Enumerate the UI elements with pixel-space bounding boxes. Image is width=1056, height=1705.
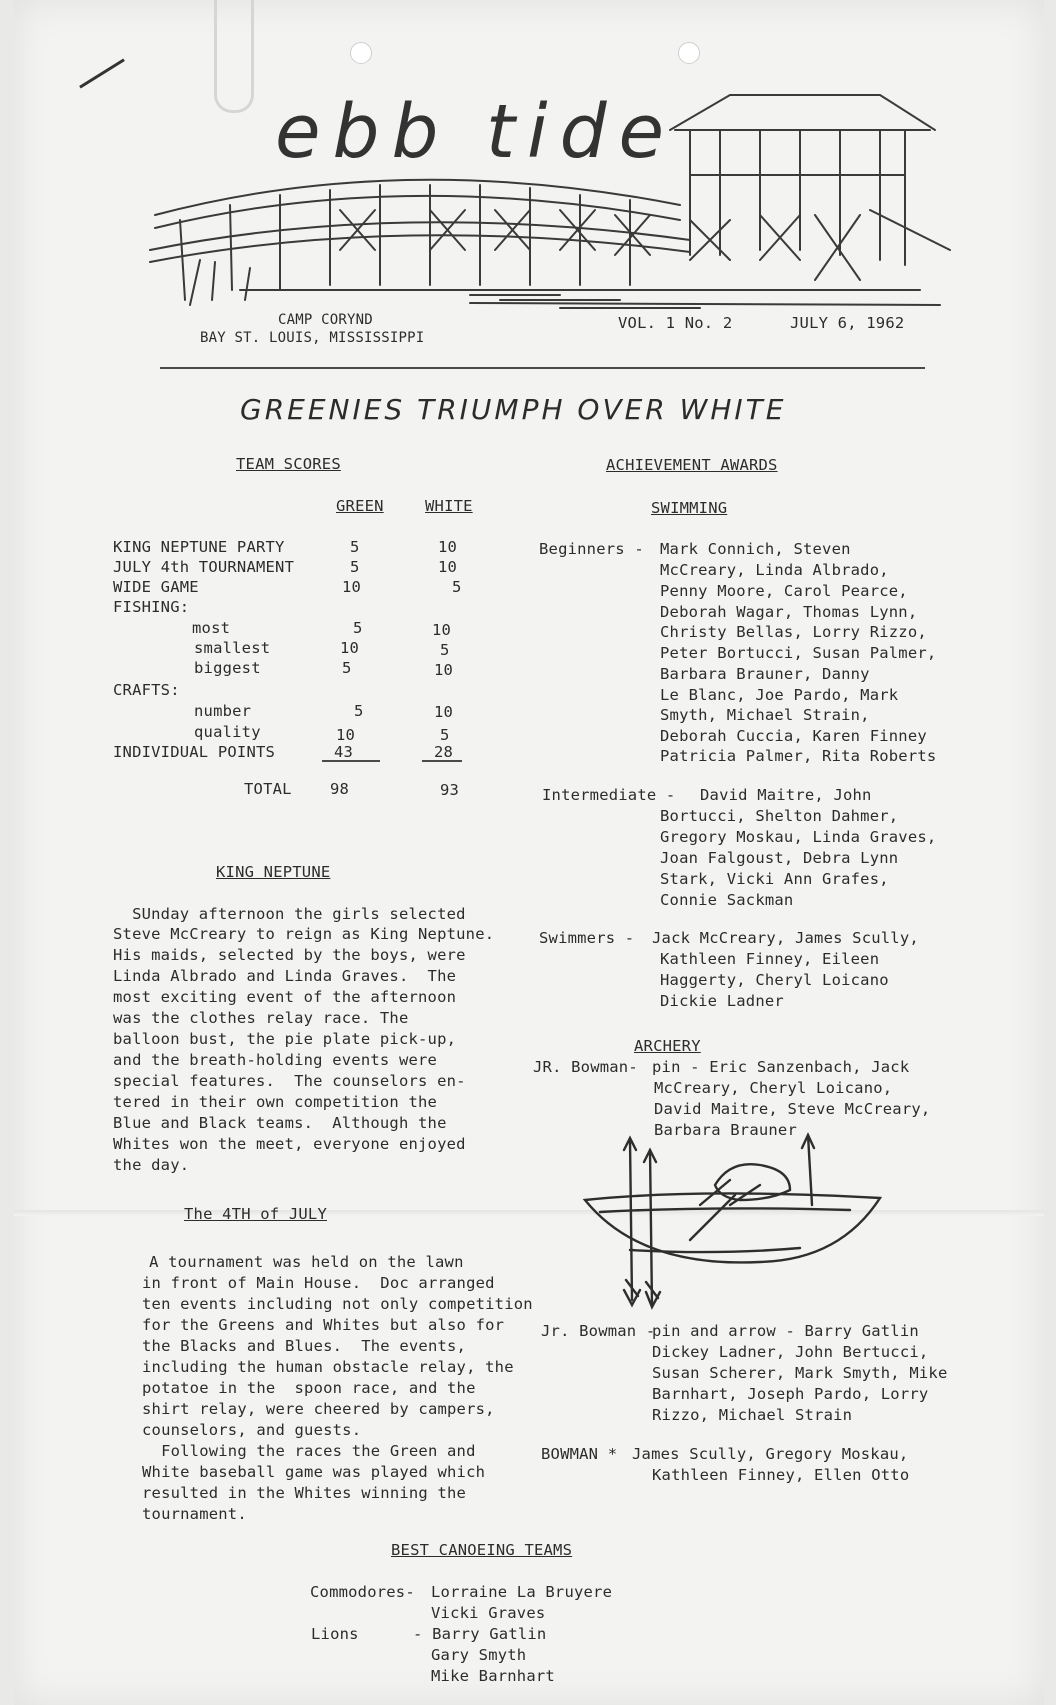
article-line: tournament. [142,1505,247,1523]
score-row-label: biggest [194,659,261,677]
article-line: most exciting event of the afternoon [113,988,457,1006]
king-neptune-heading: KING NEPTUNE [216,863,331,881]
award-line: Barbara Brauner [654,1121,797,1139]
award-line: Deborah Cuccia, Karen Finney [660,727,927,745]
article-line: shirt relay, were cheered by campers, [142,1400,495,1418]
article-line: A tournament was held on the lawn [130,1253,464,1271]
article-line: and the breath-holding events were [113,1051,438,1069]
score-white: 5 [452,578,462,596]
article-line: special features. The counselors en- [113,1072,466,1090]
article-line: for the Greens and Whites but also for [142,1316,505,1334]
camp-name: CAMP CORYND [278,312,373,328]
score-row-label: quality [194,723,261,741]
canoeing-heading: BEST CANOEING TEAMS [391,1541,573,1559]
jr-bowman-arrow-label: Jr. Bowman - [541,1322,656,1340]
achievement-awards-heading: ACHIEVEMENT AWARDS [606,456,778,474]
issue-volume: VOL. 1 No. 2 [618,314,733,332]
team-member: Vicki Graves [431,1604,546,1622]
article-line: Whites won the meet, everyone enjoyed [113,1135,466,1153]
score-white: 10 [432,621,452,639]
score-green: 10 [340,639,360,657]
issue-date: JULY 6, 1962 [790,314,905,332]
bowman-label: BOWMAN * [541,1445,618,1463]
article-line: resulted in the Whites winning the [142,1484,467,1502]
score-green: 5 [350,538,360,556]
swimmers-label: Swimmers - [539,929,635,947]
team-member: Mike Barnhart [431,1667,555,1685]
col-green-header: GREEN [336,497,384,515]
archery-heading: ARCHERY [634,1037,701,1055]
award-line: McCreary, Linda Albrado, [660,561,889,579]
award-line: Haggerty, Cheryl Loicano [660,971,889,989]
award-line: Joan Falgoust, Debra Lynn [660,849,899,867]
article-line: potatoe in the spoon race, and the [142,1379,476,1397]
total-green: 98 [330,780,350,798]
award-line: Gregory Moskau, Linda Graves, [660,828,937,846]
team-member: Lorraine La Bruyere [431,1583,613,1601]
score-green: 5 [353,619,363,637]
award-line: McCreary, Cheryl Loicano, [654,1079,893,1097]
award-line: pin - Eric Sanzenbach, Jack [652,1058,910,1076]
article-line: ten events including not only competition [142,1295,533,1313]
article-line: including the human obstacle relay, the [142,1358,514,1376]
score-row-label: FISHING: [113,598,190,616]
col-white-header: WHITE [425,497,473,515]
score-row-label: INDIVIDUAL POINTS [113,743,276,761]
article-line: Blue and Black teams. Although the [113,1114,447,1132]
score-row-label: CRAFTS: [113,681,180,699]
score-green: 5 [350,558,360,576]
team-scores-heading: TEAM SCORES [236,455,341,473]
article-line: His maids, selected by the boys, were [113,946,466,964]
team-member: - Barry Gatlin [413,1625,547,1643]
score-row-label: KING NEPTUNE PARTY [113,538,285,556]
award-line: Smyth, Michael Strain, [660,706,870,724]
fourth-of-july-heading: The 4TH of JULY [184,1205,327,1223]
article-line: Steve McCreary to reign as King Neptune. [113,925,495,943]
award-line: Christy Bellas, Lorry Rizzo, [660,623,927,641]
award-line: David Maitre, Steve McCreary, [654,1100,931,1118]
score-green: 10 [342,578,362,596]
article-line: tered in their own competition the [113,1093,438,1111]
article-line: counselors, and guests. [142,1421,362,1439]
jr-bowman-pin-label: JR. Bowman- [533,1058,638,1076]
award-line: David Maitre, John [700,786,872,804]
score-row-label: most [192,619,231,637]
award-line: Peter Bortucci, Susan Palmer, [660,644,937,662]
award-line: Connie Sackman [660,891,794,909]
total-white: 93 [440,781,460,799]
score-white: 10 [438,558,458,576]
award-line: Jack McCreary, James Scully, [652,929,919,947]
article-line: the day. [113,1156,190,1174]
score-white: 5 [440,726,450,744]
intermediate-label: Intermediate - [542,786,676,804]
award-line: pin and arrow - Barry Gatlin [652,1322,919,1340]
article-line: in front of Main House. Doc arranged [142,1274,495,1292]
article-line: the Blacks and Blues. The events, [142,1337,467,1355]
award-line: Kathleen Finney, Ellen Otto [652,1466,910,1484]
total-label: TOTAL [244,780,292,798]
score-white: 5 [440,641,450,659]
score-white: 10 [434,703,454,721]
camp-location: BAY ST. LOUIS, MISSISSIPPI [200,330,425,346]
score-green: 10 [336,726,356,744]
article-line: balloon bust, the pie plate pick-up, [113,1030,457,1048]
score-white: 10 [438,538,458,556]
award-line: Stark, Vicki Ann Grafes, [660,870,889,888]
score-white: 28 [434,743,454,761]
award-line: Barnhart, Joseph Pardo, Lorry [652,1385,929,1403]
score-white: 10 [434,661,454,679]
article-line: White baseball game was played which [142,1463,486,1481]
article-line: was the clothes relay race. The [113,1009,409,1027]
score-green: 5 [342,659,352,677]
score-row-label: WIDE GAME [113,578,199,596]
award-line: Dickie Ladner [660,992,784,1010]
article-line: SUnday afternoon the girls selected [113,905,466,923]
score-row-label: JULY 4th TOURNAMENT [113,558,295,576]
award-line: Mark Connich, Steven [660,540,851,558]
article-line: Linda Albrado and Linda Graves. The [113,967,457,985]
headline: GREENIES TRIUMPH OVER WHITE [240,393,787,426]
award-line: Kathleen Finney, Eileen [660,950,880,968]
article-line: Following the races the Green and [142,1442,476,1460]
score-row-label: number [194,702,252,720]
score-green: 43 [334,743,354,761]
score-row-label: smallest [194,639,271,657]
lions-label: Lions [311,1625,359,1643]
award-line: Le Blanc, Joe Pardo, Mark [660,686,899,704]
award-line: Patricia Palmer, Rita Roberts [660,747,937,765]
beginners-label: Beginners - [539,540,644,558]
swimming-heading: SWIMMING [651,499,728,517]
award-line: Barbara Brauner, Danny [660,665,870,683]
award-line: Bortucci, Shelton Dahmer, [660,807,899,825]
award-line: Rizzo, Michael Strain [652,1406,853,1424]
score-green: 5 [354,702,364,720]
award-line: Penny Moore, Carol Pearce, [660,582,908,600]
masthead-title: ebb tide [275,89,677,175]
commodores-label: Commodores- [310,1583,415,1601]
award-line: James Scully, Gregory Moskau, [632,1445,909,1463]
award-line: Dickey Ladner, John Bertucci, [652,1343,929,1361]
award-line: Deborah Wagar, Thomas Lynn, [660,603,918,621]
team-member: Gary Smyth [431,1646,527,1664]
award-line: Susan Scherer, Mark Smyth, Mike [652,1364,948,1382]
